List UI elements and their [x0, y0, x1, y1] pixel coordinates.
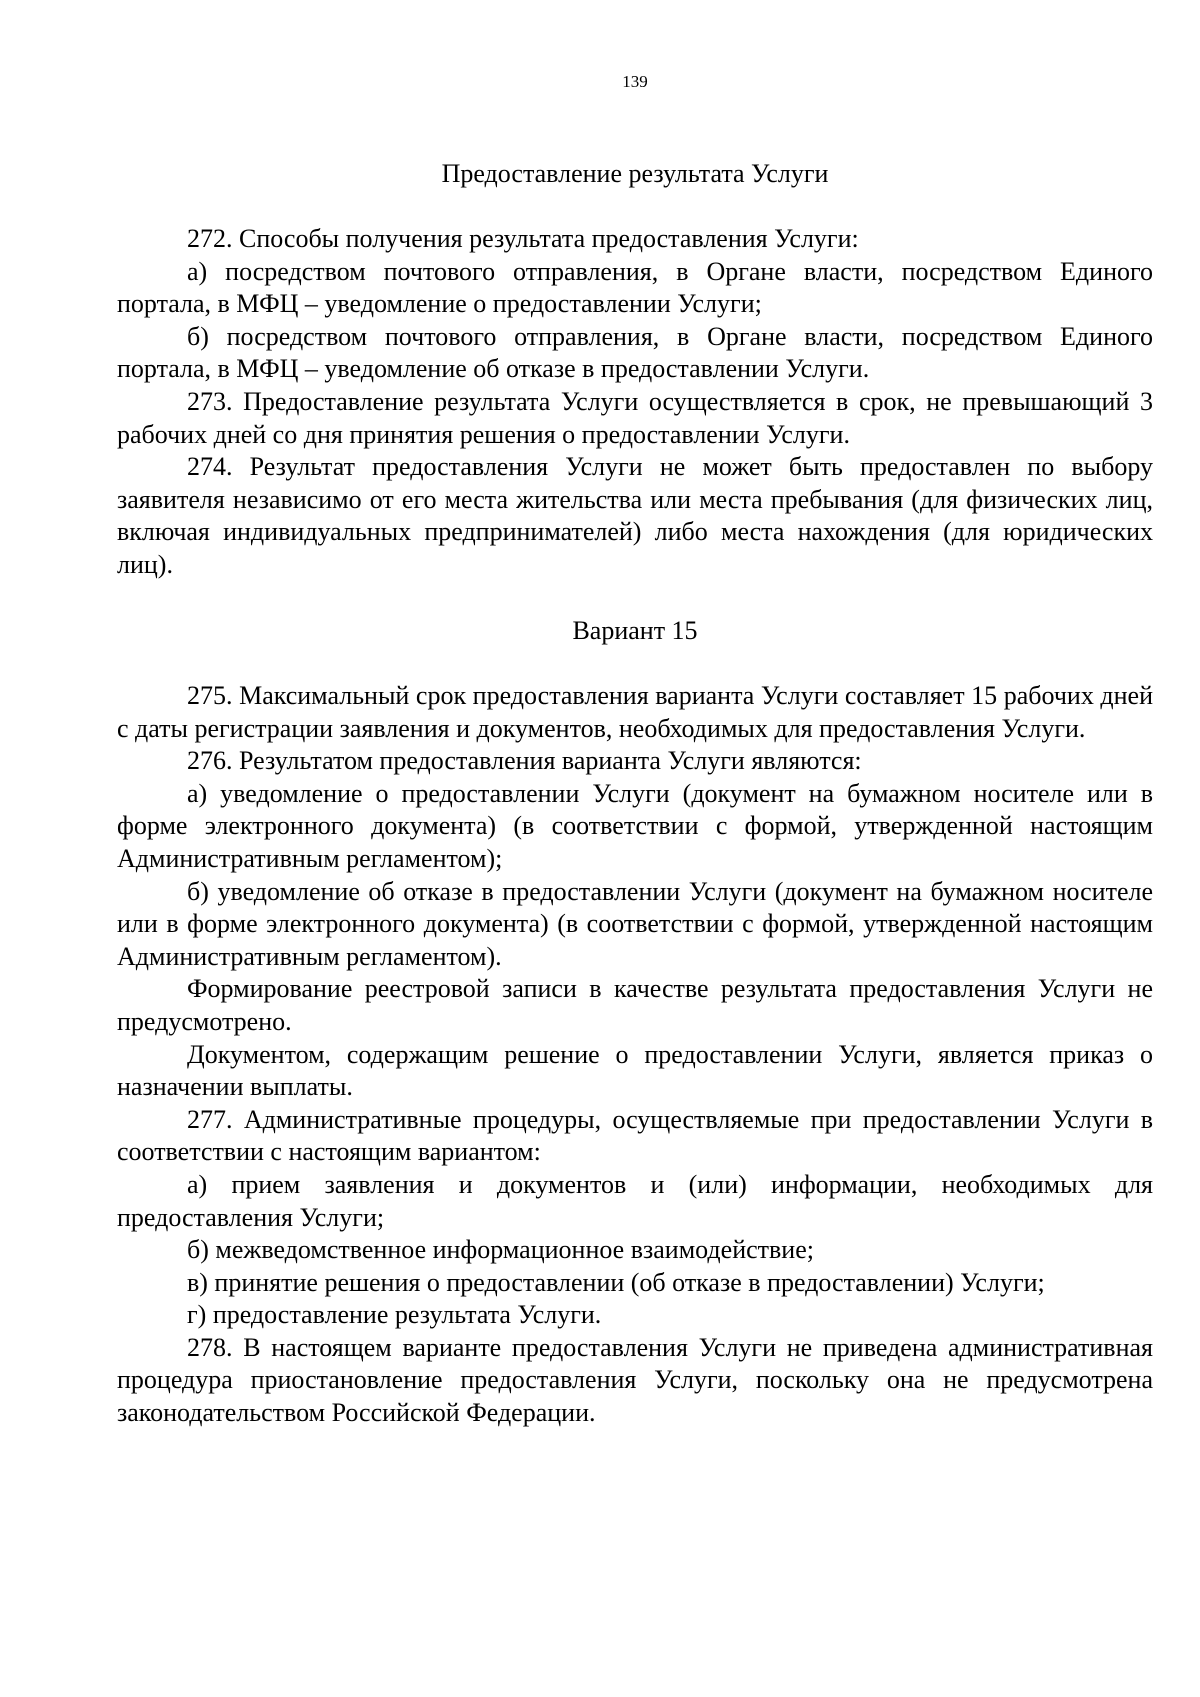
paragraph-276: 276. Результатом предоставления варианта Услуги являются: [187, 746, 862, 776]
paragraph-277-d: г) предоставление результата Услуги. [187, 1300, 602, 1330]
page-number: 139 [622, 72, 648, 91]
paragraph-277-c: в) принятие решения о предоставлении (об отказе в предоставлении) Услуги; [187, 1267, 1045, 1297]
paragraph-273: 273. Предоставление результата Услуги осуществляется в срок, не превышающий 3 рабочих дней со дня принятия решения о предоставлении Услуги. [117, 386, 1153, 449]
paragraph-registry-record: Формирование реестровой записи в качестве результата предоставления Услуги не предусмотрено. [117, 974, 1153, 1036]
paragraph-276-a: а) уведомление о предоставлении Услуги (документ на бумажном носителе или в форме электронного документа) (в соответствии с формой, утвержденной настоящим Административным регламентом); [117, 778, 1153, 873]
paragraph-278: 278. В настоящем варианте предоставления Услуги не приведена административная процедура приостановление предоставления Услуги, поскольку она не предусмотрена законодательством Российской Федерации. [117, 1332, 1153, 1428]
section-heading-result: Предоставление результата Услуги [441, 159, 829, 188]
paragraph-275: 275. Максимальный срок предоставления варианта Услуги составляет 15 рабочих дней с даты регистрации заявления и документов, необходимых для предоставления Услуги. [117, 681, 1153, 743]
paragraph-272: 272. Способы получения результата предоставления Услуги: [187, 224, 859, 253]
paragraph-decision-document: Документом, содержащим решение о предоставлении Услуги, является приказ о назначении выплаты. [117, 1039, 1153, 1102]
section-variant-15-body [117, 680, 1153, 1430]
paragraph-276-b: б) уведомление об отказе в предоставлении Услуги (документ на бумажном носителе или в форме электронного документа) (в соответствии с формой, утвержденной настоящим Административным регламентом). [117, 876, 1153, 971]
paragraph-277-b: б) межведомственное информационное взаимодействие; [187, 1235, 814, 1265]
paragraph-272-b: б) посредством почтового отправления, в Органе власти, посредством Единого портала, в МФЦ – уведомление об отказе в предоставлении Услуги. [117, 321, 1153, 384]
section-heading-variant-15: Вариант 15 [572, 616, 698, 645]
paragraph-277-a: а) прием заявления и документов и (или) информации, необходимых для предоставления Услуги; [117, 1169, 1153, 1232]
section-result-body [117, 223, 1153, 582]
paragraph-272-a: а) посредством почтового отправления, в Органе власти, посредством Единого портала, в МФЦ – уведомление о предоставлении Услуги; [117, 256, 1153, 319]
paragraph-277: 277. Административные процедуры, осуществляемые при предоставлении Услуги в соответствии с настоящим вариантом: [117, 1104, 1153, 1167]
paragraph-274: 274. Результат предоставления Услуги не может быть предоставлен по выбору заявителя независимо от его места жительства или места пребывания (для физических лиц, включая индивидуальных предпринимателей) либо места нахождения (для юридических лиц). [117, 452, 1153, 579]
